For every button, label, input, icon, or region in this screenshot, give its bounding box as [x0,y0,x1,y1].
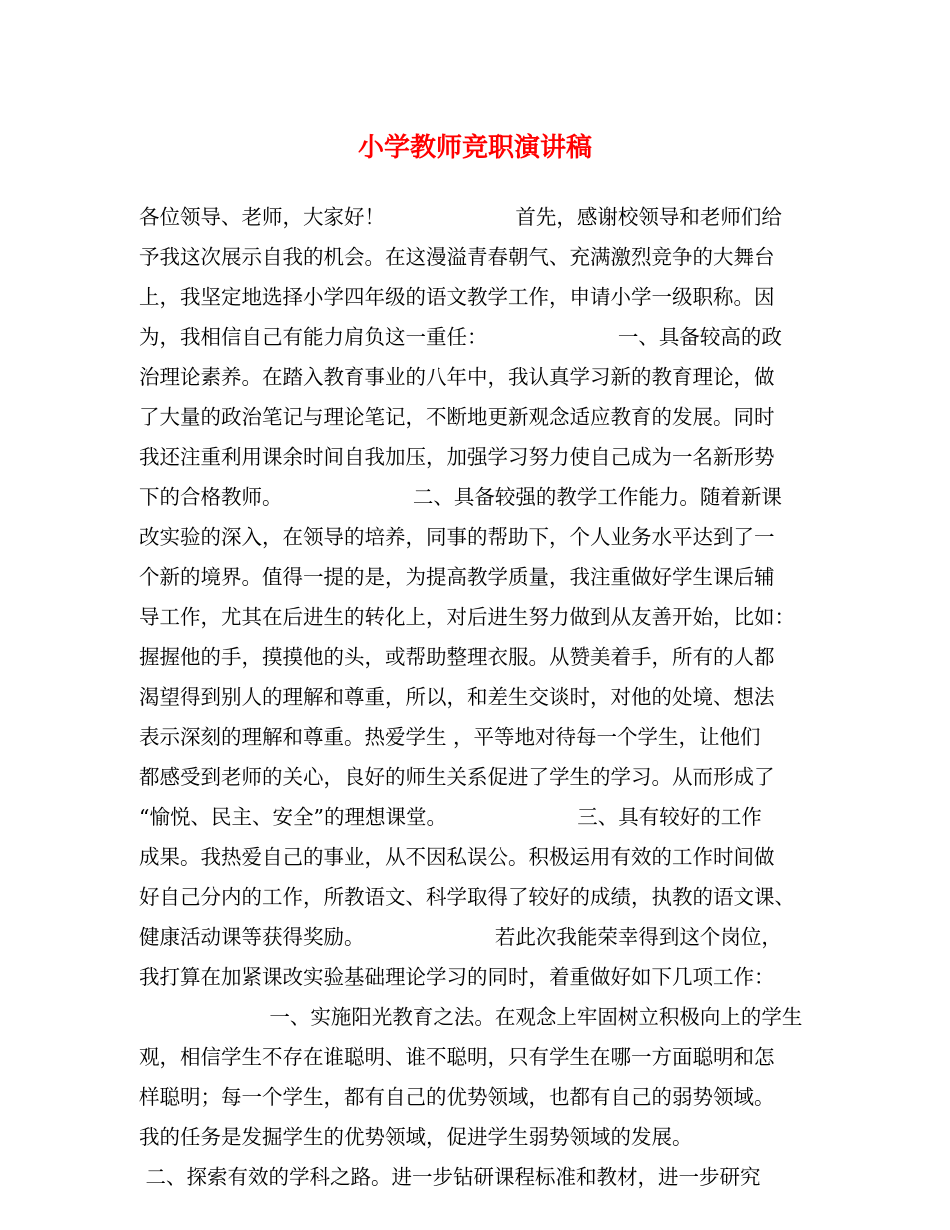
text-line: 样聪明；每一个学生，都有自己的优势领域，也都有自己的弱势领域。 [139,1085,775,1109]
text-line: 好自己分内的工作，所教语文、科学取得了较好的成绩，执教的语文课、 [139,885,795,909]
text-line: “愉悦、民主、安全”的理想课堂。 三、具有较好的工作 [139,805,762,829]
text-line: 个新的境界。值得一提的是，为提高教学质量，我注重做好学生课后辅 [139,565,775,589]
text-line: 我还注重利用课余时间自我加压，加强学习努力使自己成为一名新形势 [139,445,775,469]
text-line: 二、探索有效的学科之路。进一步钻研课程标准和教材，进一步研究 [139,1165,761,1189]
text-line: 握握他的手，摸摸他的头，或帮助整理衣服。从赞美着手，所有的人都 [139,645,775,669]
text-line: 各位领导、老师，大家好！ 首先，感谢校领导和老师们给 [139,205,782,229]
page-title: 小学教师竞职演讲稿 [357,133,592,163]
text-line: 予我这次展示自我的机会。在这漫溢青春朝气、充满激烈竞争的大舞台 [139,245,775,269]
text-line: 成果。我热爱自己的事业，从不因私误公。积极运用有效的工作时间做 [139,845,775,869]
text-line: 了大量的政治笔记与理论笔记，不断地更新观念适应教育的发展。同时 [139,405,775,429]
text-line: 都感受到老师的关心，良好的师生关系促进了学生的学习。从而形成了 [139,765,775,789]
text-line: 一、实施阳光教育之法。在观念上牢固树立积极向上的学生 [139,1005,803,1029]
text-line: 我的任务是发掘学生的优势领域，促进学生弱势领域的发展。 [139,1125,693,1149]
text-line: 下的合格教师。 二、具备较强的教学工作能力。随着新课 [139,485,782,509]
text-line: 健康活动课等获得奖励。 若此次我能荣幸得到这个岗位， [139,925,782,949]
text-line: 治理论素养。在踏入教育事业的八年中，我认真学习新的教育理论，做 [139,365,775,389]
text-line: 观，相信学生不存在谁聪明、谁不聪明，只有学生在哪一方面聪明和怎 [139,1045,775,1069]
text-line: 表示深刻的理解和尊重。热爱学生 ，平等地对待每一个学生，让他们 [139,725,761,749]
text-line: 导工作，尤其在后进生的转化上，对后进生努力做到从友善开始，比如： [139,605,795,629]
text-line: 上，我坚定地选择小学四年级的语文教学工作，申请小学一级职称。因 [139,285,775,309]
text-line: 为，我相信自己有能力肩负这一重任： 一、具备较高的政 [139,325,782,349]
text-line: 我打算在加紧课改实验基础理论学习的同时，着重做好如下几项工作： [139,965,775,989]
text-line: 渴望得到别人的理解和尊重，所以，和差生交谈时，对他的处境、想法 [139,685,775,709]
text-line: 改实验的深入，在领导的培养，同事的帮助下，个人业务水平达到了一 [139,525,775,549]
